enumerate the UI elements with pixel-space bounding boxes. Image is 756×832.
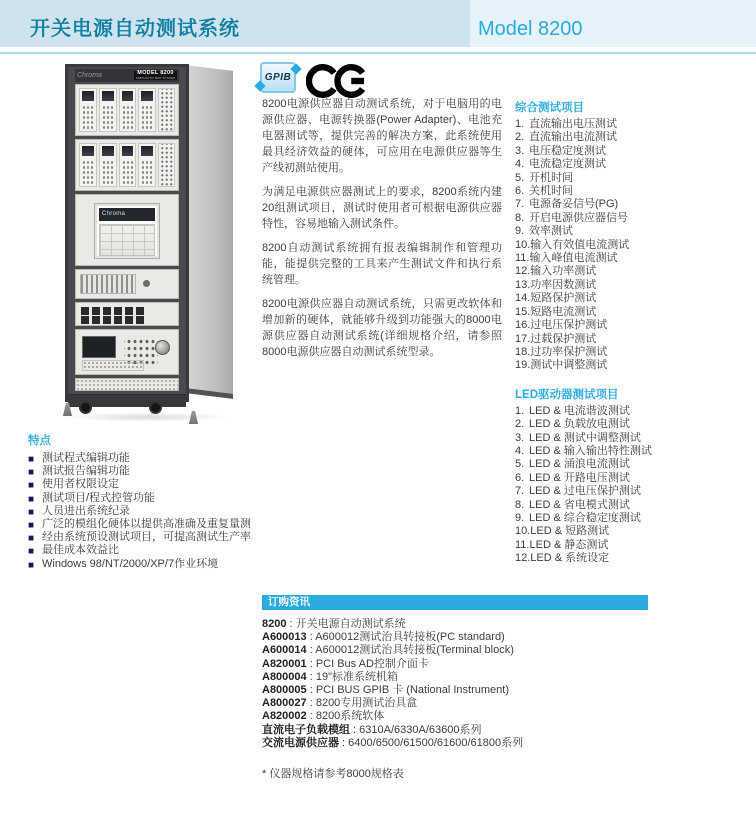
test-items-list: [515, 118, 747, 373]
test-item: 16.过电压保护测试: [515, 319, 608, 332]
controller-buttons: [99, 224, 155, 256]
terminal-row: [81, 316, 147, 324]
led-test-item: 4. LED & 输入输出特性测试: [515, 444, 652, 457]
ac-source-unit: [75, 329, 179, 375]
features-list: [28, 452, 262, 571]
ordering-item: 交流电源供应器 : 6400/6500/61500/61600/61800系列: [262, 736, 524, 749]
spec-footnote: * 仪器规格请参考8000规格表: [262, 768, 404, 781]
rack-side-panel: [185, 65, 233, 399]
ordering-section: [262, 595, 648, 781]
model-badge: Model 8200: [478, 18, 583, 40]
led-test-item: 12.LED & 系统设定: [515, 552, 610, 565]
rack-photo: [57, 62, 235, 410]
square-bullet-icon: ■: [28, 533, 35, 545]
ce-mark-icon: [306, 63, 368, 99]
ordering-item: 直流电子负载模组 : 6310A/6330A/63600系列: [262, 723, 482, 736]
led-test-item: 9. LED & 综合稳定度测试: [515, 511, 641, 524]
test-item: 19.测试中调整测试: [515, 359, 608, 372]
caster-wheel: [149, 401, 162, 414]
ac-source-knob: [155, 340, 170, 355]
load-module-row: [75, 139, 179, 191]
square-bullet-icon: ■: [28, 480, 35, 492]
test-item: 1. 直流输出电压测试: [515, 118, 617, 130]
terminal-row: [81, 307, 147, 315]
intro-paragraph: 8200电源供应器自动测试系统，只需更改软体和增加新的硬体，就能够升级到功能强大的8000电源供应器自动测试系统(详细规格介绍，请参照8000电源供应器自动测试系统型录。: [262, 298, 502, 358]
test-item: 17.过载保护测试: [515, 332, 597, 345]
controller-lcd: Chroma: [99, 208, 155, 221]
led-test-item: 10.LED & 短路测试: [515, 525, 610, 538]
ordering-item: A800005 : PCI BUS GPIB 卡 (National Instrument): [262, 684, 509, 697]
caster-wheel: [79, 401, 92, 414]
square-bullet-icon: ■: [28, 559, 35, 571]
feature-item: ■ 广泛的模组化硬体以提供高准确及重复量测: [28, 518, 251, 532]
ordering-item: A800004 : 19"标准系统机箱: [262, 670, 398, 683]
led-test-item: 11.LED & 静态测试: [515, 538, 609, 551]
rack-model-plate: MODEL 8200 SMPS AUTO TEST SYSTEM: [135, 70, 175, 80]
ordering-item: A600013 : A600012测试治具转接板(PC standard): [262, 631, 505, 644]
feature-item: ■ 经由系统预设测试项目，可提高测试生产率: [28, 531, 251, 545]
square-bullet-icon: ■: [28, 506, 35, 518]
load-module: [119, 143, 137, 187]
square-bullet-icon: ■: [28, 493, 35, 505]
test-item: 14.短路保护测试: [515, 292, 597, 305]
ordering-item: A600014 : A600012测试治具转接板(Terminal block): [262, 644, 514, 657]
ordering-item: 8200 : 开关电源自动测试系统: [262, 618, 406, 630]
square-bullet-icon: ■: [28, 546, 35, 558]
page-title: 开关电源自动测试系统: [30, 18, 240, 40]
test-items-title: 综合测试项目: [515, 102, 584, 114]
load-module: [79, 143, 97, 187]
load-module: [138, 88, 156, 132]
led-items-title: LED驱动器测试项目: [515, 388, 619, 401]
test-item: 4. 电流稳定度测试: [515, 158, 606, 171]
led-test-item: 2. LED & 负载放电测试: [515, 418, 630, 431]
intro-paragraph: 8200自动测试系统拥有报表编辑制作和管理功能，能提供完整的工具来产生测试文件和执行系统管理。: [262, 242, 502, 286]
ordering-title-bar: 订购资讯: [262, 595, 648, 610]
load-module: [119, 88, 137, 132]
terminal-unit: [75, 302, 179, 326]
test-item: 9. 效率测试: [515, 225, 573, 238]
square-bullet-icon: ■: [28, 454, 35, 465]
led-test-item: 1. LED & 电流谐波测试: [515, 404, 630, 417]
feature-item: ■ 测试报告编辑功能: [28, 465, 130, 479]
controller-panel: [75, 194, 179, 266]
led-test-item: 6. LED & 开路电压测试: [515, 471, 630, 484]
rack-brand-logo: Chroma: [77, 72, 102, 79]
test-item: 8. 开启电源供应器信号: [515, 211, 628, 224]
ac-source-display: [82, 336, 116, 358]
module-keypad: [158, 88, 175, 132]
certification-logos: [260, 62, 368, 99]
led-items-list: [515, 405, 747, 566]
load-module: [99, 143, 117, 187]
load-module: [79, 88, 97, 132]
feature-item: ■ 使用者权限设定: [28, 478, 119, 492]
ordering-item: A800027 : 8200专用测试治具盒: [262, 697, 418, 710]
test-item: 6. 关机时间: [515, 185, 573, 198]
ordering-item: A820001 : PCI Bus AD控制介面卡: [262, 657, 429, 670]
test-item: 3. 电压稳定度测试: [515, 144, 606, 157]
led-test-item: 3. LED & 测试中调整测试: [515, 431, 641, 444]
test-item: 13.功率因数测试: [515, 278, 597, 291]
intro-paragraph: 8200电源供应器自动测试系统，对于电脑用的电源供应器、电源转换器(Power Adapter)、电池充电器测试等，提供完善的解决方案，此系统使用最具经济效益的硬体，可应用在电源供应器等生产线初测站使用。: [262, 98, 502, 174]
header-divider: [0, 52, 756, 54]
load-module: [138, 143, 156, 187]
test-item: 10.输入有效值电流测试: [515, 238, 630, 251]
ordering-item: A820002 : 8200系统软体: [262, 710, 385, 723]
test-item: 5. 开机时间: [515, 171, 573, 184]
header-right-band: [470, 0, 756, 47]
features-section: [28, 432, 262, 571]
module-keypad: [158, 143, 175, 187]
feature-item: ■ 测试程式编辑功能: [28, 452, 130, 465]
test-item: 15.短路电流测试: [515, 305, 597, 318]
led-test-item: 8. LED & 省电模式测试: [515, 498, 630, 511]
gpib-icon: GPIB: [260, 62, 296, 93]
test-lists-column: [515, 99, 747, 579]
page-header: [0, 0, 756, 47]
features-title: 特点: [28, 435, 51, 447]
vent-grille: [80, 274, 136, 294]
feature-item: ■ Windows 98/NT/2000/XP/7作业环境: [28, 557, 219, 571]
load-module-row: [75, 84, 179, 136]
ac-source-keypad: [124, 336, 158, 364]
square-bullet-icon: ■: [28, 520, 35, 532]
feature-item: ■ 人员进出系统纪录: [28, 504, 130, 518]
ordering-list: [262, 618, 648, 750]
feature-item: ■ 测试项目/程式控管功能: [28, 491, 156, 505]
controller-screen: [94, 203, 160, 259]
led-test-item: 5. LED & 涌浪电流测试: [515, 458, 630, 471]
square-bullet-icon: ■: [28, 467, 35, 479]
load-module: [99, 88, 117, 132]
test-item: 18.过功率保护测试: [515, 345, 608, 358]
test-item: 2. 直流输出电流测试: [515, 131, 617, 144]
rack-header-strip: [75, 69, 179, 82]
test-item: 7. 电源备妥信号(PG): [515, 198, 619, 211]
led-test-item: 7. LED & 过电压保护测试: [515, 485, 641, 498]
feature-item: ■ 最佳成本效益比: [28, 544, 119, 558]
bottom-vent-panel: [75, 378, 179, 391]
rack-front: [65, 64, 189, 402]
intro-text: [262, 96, 502, 368]
header-left-band: [0, 0, 470, 47]
pc-unit: [75, 269, 179, 299]
test-item: 12.输入功率测试: [515, 265, 597, 278]
intro-paragraph: 为满足电源供应器测试上的要求，8200系统内建20组测试项目，测试时使用者可根据电源供应器特性，容易地输入测试条件。: [262, 186, 502, 230]
test-item: 11.输入峰值电流测试: [515, 252, 618, 265]
